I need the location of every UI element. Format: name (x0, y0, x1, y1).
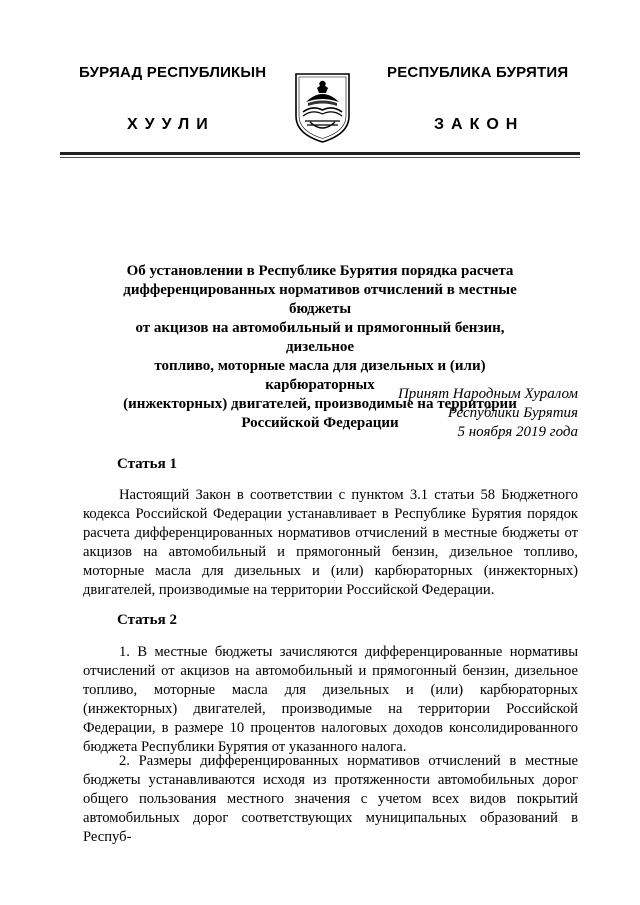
article-2-paragraph-2: 2. Размеры дифференцированных нормативов отчислений в местные бюджеты устанавливаются исходя из протяженности автомобильных дорог общего пользования местного значения с учетом всех видов покрытий автомобильных дорог соответствующих муниципальных образований в Респуб- (83, 753, 578, 845)
header-left-title: БУРЯАД РЕСПУБЛИКЫН (79, 64, 267, 81)
header-divider-thin (60, 157, 580, 158)
article-2-heading: Статья 2 (117, 612, 177, 628)
coat-of-arms-emblem (294, 72, 351, 144)
adoption-note: Принят Народным Хуралом Республики Бурятия 5 ноября 2019 года (397, 386, 578, 440)
header-right-title: РЕСПУБЛИКА БУРЯТИЯ (387, 64, 569, 81)
article-1-heading: Статья 1 (117, 456, 177, 472)
header-left-subtitle: ХУУЛИ (127, 116, 215, 133)
law-title: Об установлении в Республике Бурятия порядка расчета дифференцированных нормативов отчислений в местные бюджеты от акцизов на автомобильный и прямогонный бензин, дизельное топливо, моторные масла для дизельных и (или) карбюраторных (инжекторных) двигателей, производимые на территории Российской Федерации (123, 263, 517, 431)
article-1-paragraph-1: Настоящий Закон в соответствии с пунктом 3.1 статьи 58 Бюджетного кодекса Российской Федерации устанавливает в Республике Бурятия порядок расчета дифференцированных нормативов отчислений в местные бюджеты от акцизов на автомобильный и прямогонный бензин, дизельное топливо, моторные масла для дизельных и (или) карбюраторных (инжекторных) двигателей, производимые на территории Российской Федерации. (83, 487, 578, 598)
header-divider-thick (60, 152, 580, 155)
article-2-paragraph-1: 1. В местные бюджеты зачисляются дифференцированные нормативы отчислений от акцизов на автомобильный и прямогонный бензин, дизельное топливо, моторные масла для дизельных и (или) карбюраторных (инжекторных) двигателей, производимые на территории Российской Федерации, в размере 10 процентов налоговых доходов консолидированного бюджета Республики Бурятия от указанного налога. (83, 644, 578, 755)
header-right-subtitle: ЗАКОН (434, 116, 525, 133)
